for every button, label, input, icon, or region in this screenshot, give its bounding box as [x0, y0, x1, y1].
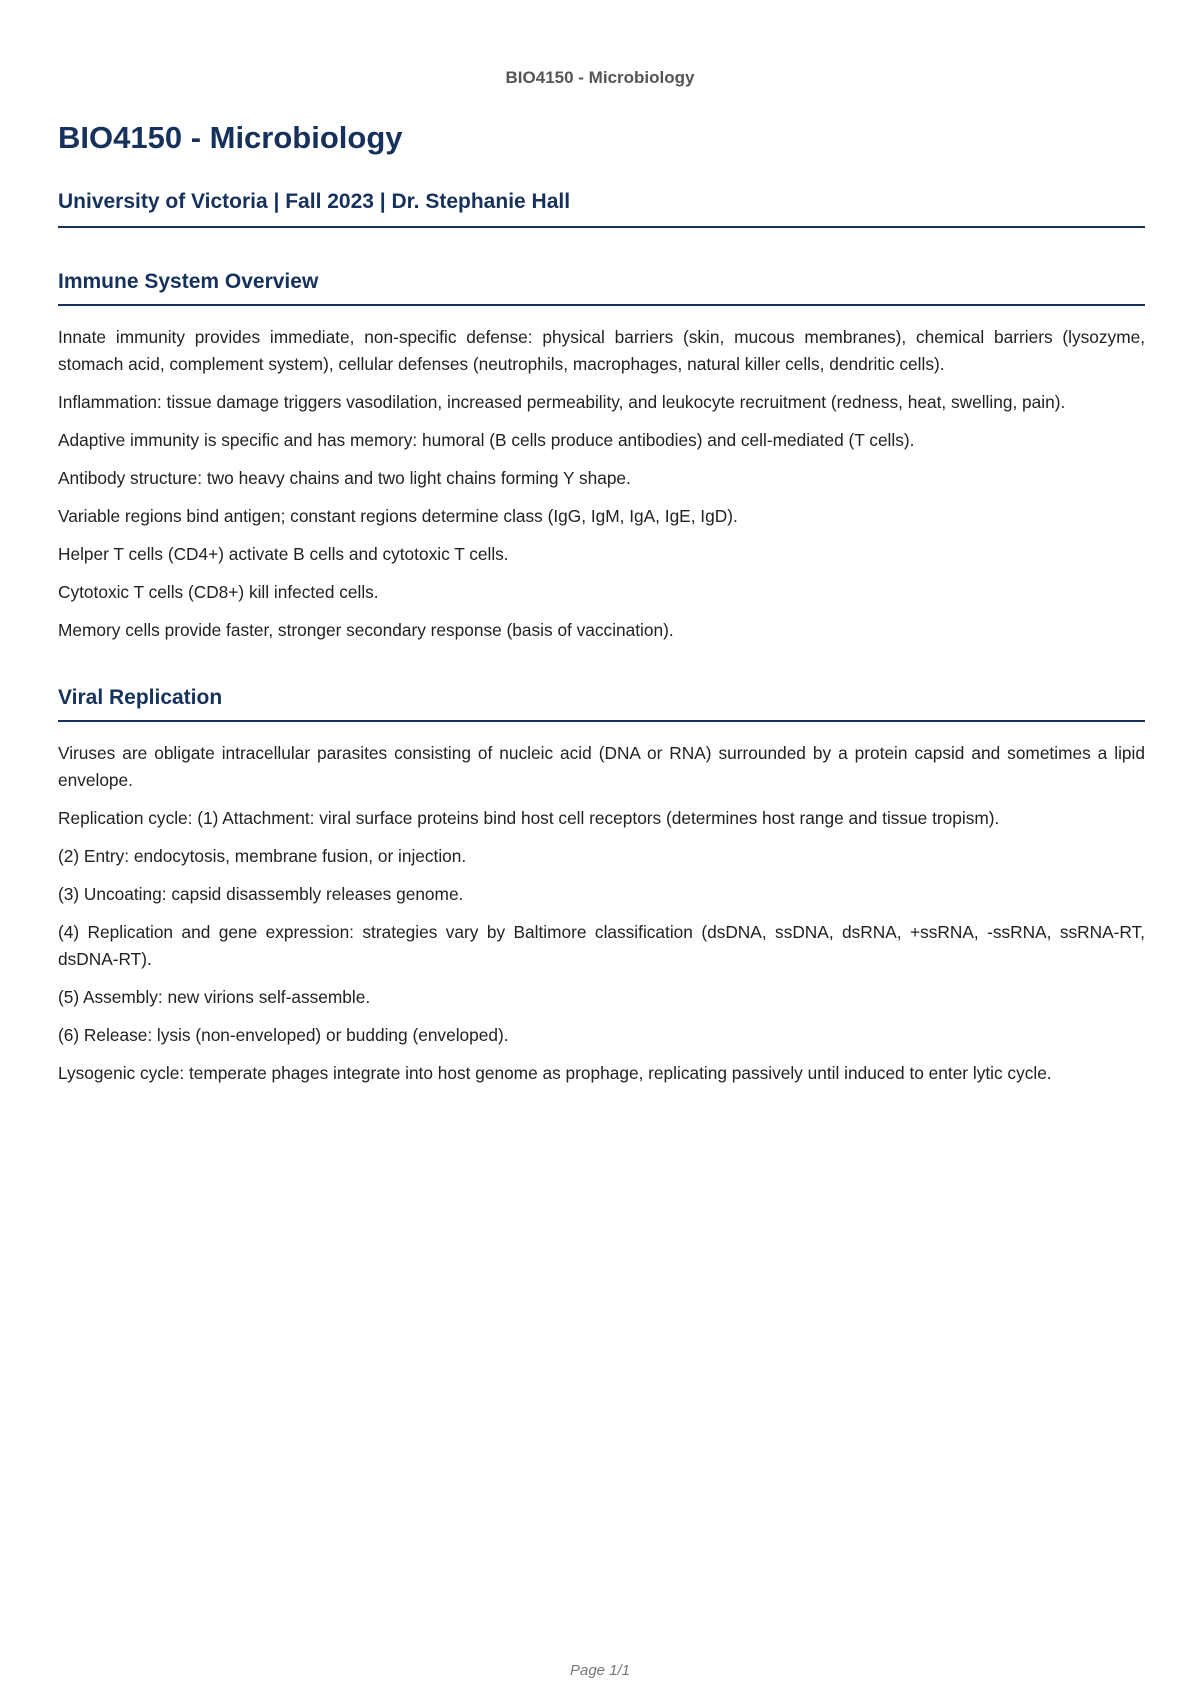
paragraph: Antibody structure: two heavy chains and two light chains forming Y shape. — [58, 467, 631, 488]
paragraph: Adaptive immunity is specific and has memory: humoral (B cells produce antibodies) and cell-mediated (T cells). — [58, 429, 915, 450]
section-immune-system-overview — [58, 268, 1145, 644]
paragraph: (2) Entry: endocytosis, membrane fusion, or injection. — [58, 846, 467, 867]
running-header: BIO4150 - Microbiology — [505, 68, 695, 87]
paragraph: Viruses are obligate intracellular parasites consisting of nucleic acid (DNA or RNA) surrounded by a protein capsid and sometimes a lipid envelope. — [58, 743, 1145, 791]
paragraph: Inflammation: tissue damage triggers vasodilation, increased permeability, and leukocyte recruitment (redness, heat, swelling, pain). — [58, 391, 1066, 412]
paragraph: (3) Uncoating: capsid disassembly releases genome. — [58, 884, 464, 905]
paragraph: Replication cycle: (1) Attachment: viral surface proteins bind host cell receptors (determines host range and tissue tropism). — [58, 808, 1000, 829]
page-number-footer: Page 1/1 — [569, 1662, 631, 1679]
paragraph: Lysogenic cycle: temperate phages integrate into host genome as prophage, replicating passively until induced to enter lytic cycle. — [58, 1063, 1052, 1084]
paragraph: Variable regions bind antigen; constant regions determine class (IgG, IgM, IgA, IgE, IgD). — [58, 505, 738, 526]
section-heading: Immune System Overview — [58, 268, 1145, 306]
paragraph: (4) Replication and gene expression: strategies vary by Baltimore classification (dsDNA, ssDNA, dsRNA, +ssRNA, -ssRNA, ssRNA-RT, dsDNA-RT). — [58, 922, 1145, 970]
paragraph: Cytotoxic T cells (CD8+) kill infected cells. — [58, 581, 379, 602]
document-body — [58, 118, 1145, 1098]
section-body — [58, 324, 1145, 644]
paragraph: Memory cells provide faster, stronger secondary response (basis of vaccination). — [58, 619, 674, 640]
paragraph: Innate immunity provides immediate, non-specific defense: physical barriers (skin, mucous membranes), chemical barriers (lysozyme, stomach acid, complement system), cellular defenses (neutrophils, macrophages, natural killer cells, dendritic cells). — [58, 326, 1145, 374]
course-info-subtitle: University of Victoria | Fall 2023 | Dr. Stephanie Hall — [58, 188, 1145, 227]
paragraph: (6) Release: lysis (non-enveloped) or budding (enveloped). — [58, 1025, 509, 1046]
section-heading: Viral Replication — [58, 684, 1145, 722]
section-viral-replication — [58, 684, 1145, 1087]
paragraph: (5) Assembly: new virions self-assemble. — [58, 987, 371, 1008]
paragraph: Helper T cells (CD4+) activate B cells and cytotoxic T cells. — [58, 543, 509, 564]
section-body — [58, 740, 1145, 1087]
page-title: BIO4150 - Microbiology — [58, 120, 403, 155]
